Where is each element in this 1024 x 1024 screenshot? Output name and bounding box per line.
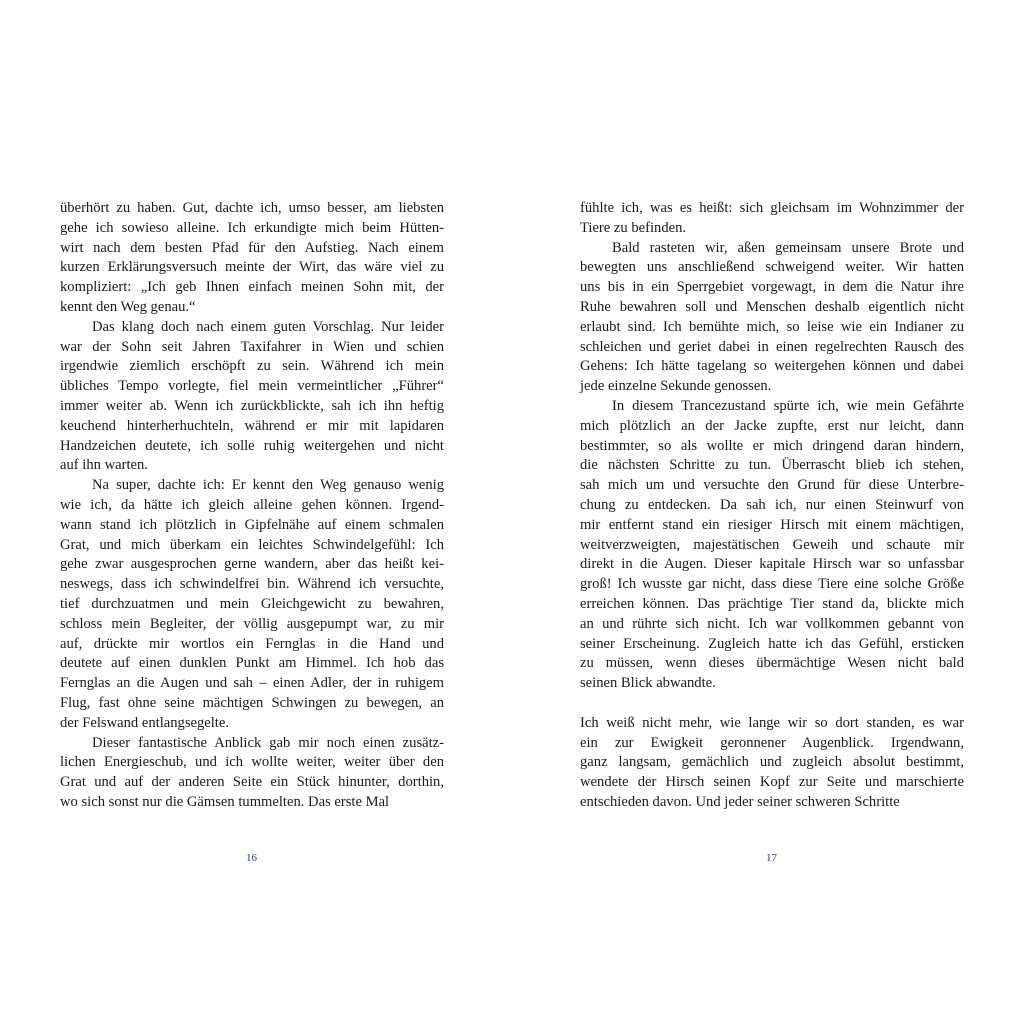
text-line: an und rührte sich nicht. Ich war vollkommen gebannt von	[580, 615, 964, 632]
text-line: kurzen Erklärungsversuch meinte der Wirt, das wäre viel zu	[60, 259, 444, 276]
text-line: erreichen können. Das prächtige Tier stand da, blickte mich	[580, 595, 964, 612]
page-number-left: 16	[246, 852, 257, 864]
text-line: gehe zwar ausgesprochen gerne wandern, aber das heißt kei-	[60, 556, 444, 573]
text-line: lichen Energieschub, und ich wollte weiter, weiter über den	[60, 754, 444, 771]
text-line: wo sich sonst nur die Gämsen tummelten. Das erste Mal	[60, 793, 390, 810]
text-line: Handzeichen deutete, ich solle ruhig weitergehen und nicht	[60, 437, 444, 454]
text-line: neswegs, dass ich schwindelfrei bin. Während ich versuchte,	[60, 576, 444, 593]
left-page-text	[60, 199, 444, 813]
text-line: Ich weiß nicht mehr, wie lange wir so dort standen, es war	[580, 714, 964, 731]
text-line: jede einzelne Sekunde genossen.	[580, 378, 772, 395]
text-line: schleichen und geriet dabei in einen regelrechten Rausch des	[580, 338, 964, 355]
text-line: der Felswand entlangsegelte.	[60, 714, 229, 731]
text-line: übliches Tempo vorlegte, fiel mein vermeintlicher „Führer“	[60, 378, 444, 395]
text-line: Flug, fast ohne seine mächtigen Schwingen zu bewegen, an	[60, 694, 444, 711]
text-line: Ruhe bewahren soll und Menschen deshalb eigentlich nicht	[580, 298, 964, 315]
text-line: Fernglas an die Augen und sah – einen Adler, der in ruhigem	[60, 675, 444, 692]
text-line: seiner Erscheinung. Zugleich hatte ich das Gefühl, ersticken	[580, 635, 964, 652]
text-line: Bald rasteten wir, aßen gemeinsam unsere Brote und	[612, 239, 964, 256]
text-line: deutete auf einen dunklen Punkt am Himmel. Ich hob das	[60, 655, 444, 672]
text-line: auf, drückte mir wortlos ein Fernglas in die Hand und	[60, 635, 444, 652]
text-line: direkt in die Augen. Dieser kapitale Hirsch war so unfassbar	[580, 556, 964, 573]
section-break	[580, 694, 964, 714]
text-line: Dieser fantastische Anblick gab mir noch einen zusätz-	[92, 734, 444, 751]
text-line: tief durchzuatmen und mein Gleichgewicht zu bewahren,	[60, 595, 444, 612]
text-line: gehe ich sowieso alleine. Ich erkundigte mich beim Hütten-	[60, 219, 444, 236]
text-line: wie ich, da hätte ich gleich alleine gehen können. Irgend-	[60, 496, 444, 513]
text-line: entschieden davon. Und jeder seiner schweren Schritte	[580, 793, 900, 810]
text-line: In diesem Trancezustand spürte ich, wie mein Gefährte	[612, 397, 964, 414]
text-line: uns bis in ein Sperrgebiet vorgewagt, in dem die Natur ihre	[580, 279, 964, 296]
text-line: Gehens: Ich hätte tagelang so weitergehen können und dabei	[580, 358, 964, 375]
text-line: sah mich um und versuchte den Grund für diese Unterbre-	[580, 477, 964, 494]
text-line: überhört zu haben. Gut, dachte ich, umso besser, am liebsten	[60, 200, 444, 216]
text-line: Grat und auf der anderen Seite ein Stück hinunter, dorthin,	[60, 774, 444, 791]
text-line: keuchend hinterherhuchteln, während er mir mit lapidaren	[60, 417, 444, 434]
text-line: seinen Blick abwandte.	[580, 675, 716, 692]
text-line: Das klang doch nach einem guten Vorschlag. Nur leider	[92, 318, 444, 335]
text-line: groß! Ich wusste gar nicht, dass diese Tiere eine solche Größe	[580, 576, 964, 593]
text-line: weitverzweigten, majestätischen Geweih und schaute mir	[580, 536, 964, 553]
text-line: Na super, dachte ich: Er kennt den Weg genauso wenig	[92, 477, 444, 494]
text-line: erlaubt sind. Ich bemühte mich, so leise wie ein Indianer zu	[580, 318, 964, 335]
text-line: kennt den Weg genau.“	[60, 298, 196, 315]
text-line: bestimmter, so als wollte er mich dringend daran hindern,	[580, 437, 964, 454]
text-line: auf ihn warten.	[60, 457, 148, 474]
text-line: chung zu entdecken. Da sah ich, nur einen Steinwurf von	[580, 496, 964, 513]
text-line: kompliziert: „Ich geb Ihnen einfach meinen Sohn mit, der	[60, 279, 444, 296]
text-line: mich plötzlich an der Jacke zupfte, erst nur leicht, dann	[580, 417, 964, 434]
text-line: schloss mein Begleiter, der völlig ausgepumpt war, zu mir	[60, 615, 444, 632]
right-page-text	[580, 199, 964, 813]
text-line: irgendwie ziemlich erschöpft zu sein. Während ich mein	[60, 358, 444, 375]
text-line: wann stand ich plötzlich in Gipfelnähe auf einem schmalen	[60, 516, 444, 533]
text-line: immer weiter ab. Wenn ich zurückblickte, sah ich ihn heftig	[60, 397, 444, 414]
text-line: Grat, und mich überkam ein leichtes Schwindelgefühl: Ich	[60, 536, 444, 553]
text-line: wendete der Hirsch seinen Kopf zur Seite und marschierte	[580, 774, 964, 791]
text-line: wirt nach dem besten Pfad für den Aufstieg. Nach einem	[60, 239, 444, 256]
text-line: fühlte ich, was es heißt: sich gleichsam im Wohnzimmer der	[580, 200, 964, 216]
text-line: zu müssen, wenn dieses übermächtige Wesen nicht bald	[580, 655, 964, 672]
text-line: ganz langsam, gemächlich und zugleich absolut bestimmt,	[580, 754, 964, 771]
text-line: die nächsten Schritte zu tun. Überrascht blieb ich stehen,	[580, 457, 964, 474]
text-line: Tiere zu befinden.	[580, 219, 687, 236]
text-line: war der Sohn seit Jahren Taxifahrer in Wien und schien	[60, 338, 444, 355]
text-line: ein zur Ewigkeit geronnener Augenblick. Irgendwann,	[580, 734, 964, 751]
page-number-right: 17	[766, 852, 777, 864]
text-line: mir entfernt stand ein riesiger Hirsch mit einem mächtigen,	[580, 516, 964, 533]
text-line: bewegten uns anschließend schweigend weiter. Wir hatten	[580, 259, 964, 276]
